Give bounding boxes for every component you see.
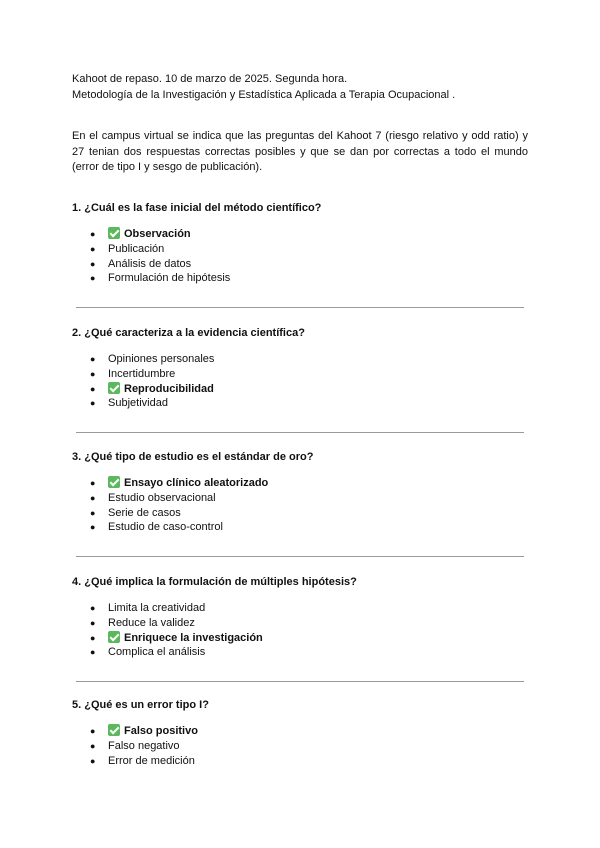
- option-text: Observación: [124, 228, 191, 240]
- divider: [76, 681, 524, 682]
- option-item: [72, 601, 528, 616]
- bullet: ●: [90, 383, 96, 394]
- intro-paragraph: En el campus virtual se indica que las preguntas del Kahoot 7 (riesgo relativo y odd ratio) y 27 tenian dos respuestas correctas posibles y que se dan por correctas a todo el mundo (error de tipo I y sesgo de publicación).: [72, 130, 528, 173]
- question-title: 5. ¿Qué es un error tipo I?: [72, 699, 209, 711]
- bullet: ●: [90, 726, 96, 736]
- question-1: [72, 200, 528, 286]
- question-title: 1. ¿Cuál es la fase inicial del método científico?: [72, 202, 322, 214]
- option-item: [72, 491, 528, 506]
- question-4: [72, 574, 528, 660]
- option-text: Formulación de hipótesis: [108, 272, 231, 285]
- bullet: ●: [90, 273, 96, 284]
- option-item: [72, 242, 528, 257]
- option-text: Falso negativo: [108, 739, 180, 752]
- header-line-1: Kahoot de repaso. 10 de marzo de 2025. Segunda hora.: [72, 73, 348, 85]
- options-list: [72, 476, 528, 535]
- option-text: Serie de casos: [108, 506, 181, 519]
- bullet: ●: [90, 740, 96, 751]
- option-item: [72, 382, 528, 397]
- bullet: ●: [90, 243, 96, 254]
- header-line-2: Metodología de la Investigación y Estadística Aplicada a Terapia Ocupacional .: [72, 89, 456, 101]
- option-text: Ensayo clínico aleatorizado: [124, 477, 269, 489]
- question-3: [72, 449, 528, 535]
- option-text: Incertidumbre: [108, 367, 176, 380]
- bullet: ●: [90, 398, 96, 409]
- check-mark-icon: [108, 724, 120, 736]
- bullet: ●: [90, 603, 96, 613]
- option-item: [72, 520, 528, 535]
- option-item: [72, 616, 528, 631]
- option-item: [72, 227, 528, 242]
- question-2: [72, 325, 528, 411]
- bullet: ●: [90, 368, 96, 379]
- option-text: Subjetividad: [108, 397, 168, 410]
- document-header: [72, 71, 532, 103]
- option-item: [72, 257, 528, 272]
- option-item: [72, 352, 528, 367]
- options-list: [72, 724, 528, 768]
- divider: [76, 307, 524, 308]
- check-mark-icon: [108, 227, 120, 239]
- bullet: ●: [90, 507, 96, 518]
- check-mark-icon: [108, 476, 120, 488]
- option-text: Opiniones personales: [108, 353, 215, 365]
- option-text: Estudio observacional: [108, 491, 216, 504]
- option-item: [72, 271, 528, 286]
- option-text: Estudio de caso-control: [108, 521, 223, 534]
- options-list: [72, 601, 528, 660]
- option-item: [72, 739, 528, 754]
- option-item: [72, 645, 528, 660]
- bullet: ●: [90, 258, 96, 269]
- option-item: [72, 754, 528, 769]
- option-item: [72, 367, 528, 382]
- bullet: ●: [90, 755, 96, 766]
- option-text: Reproducibilidad: [124, 382, 214, 395]
- option-text: Complica el análisis: [108, 646, 206, 659]
- option-item: [72, 631, 528, 646]
- option-text: Análisis de datos: [108, 257, 192, 270]
- option-item: [72, 476, 528, 491]
- question-title: 3. ¿Qué tipo de estudio es el estándar de oro?: [72, 451, 314, 463]
- option-item: [72, 506, 528, 521]
- option-text: Falso positivo: [124, 725, 198, 737]
- option-text: Reduce la validez: [108, 616, 195, 629]
- option-text: Publicación: [108, 242, 165, 255]
- bullet: ●: [90, 354, 96, 364]
- bullet: ●: [90, 478, 96, 488]
- question-5: [72, 697, 528, 768]
- option-text: Enriquece la investigación: [124, 631, 263, 644]
- option-text: Error de medición: [108, 754, 195, 767]
- option-item: [72, 724, 528, 739]
- options-list: [72, 227, 528, 286]
- check-mark-icon: [108, 631, 120, 643]
- check-mark-icon: [108, 382, 120, 394]
- bullet: ●: [90, 522, 96, 533]
- option-item: [72, 396, 528, 411]
- option-text: Limita la creatividad: [108, 602, 206, 614]
- divider: [76, 432, 524, 433]
- question-title: 2. ¿Qué caracteriza a la evidencia científica?: [72, 327, 305, 339]
- bullet: ●: [90, 632, 96, 643]
- bullet: ●: [90, 229, 96, 239]
- options-list: [72, 352, 528, 411]
- question-title: 4. ¿Qué implica la formulación de múltiples hipótesis?: [72, 576, 357, 588]
- bullet: ●: [90, 647, 96, 658]
- bullet: ●: [90, 617, 96, 628]
- bullet: ●: [90, 492, 96, 503]
- divider: [76, 556, 524, 557]
